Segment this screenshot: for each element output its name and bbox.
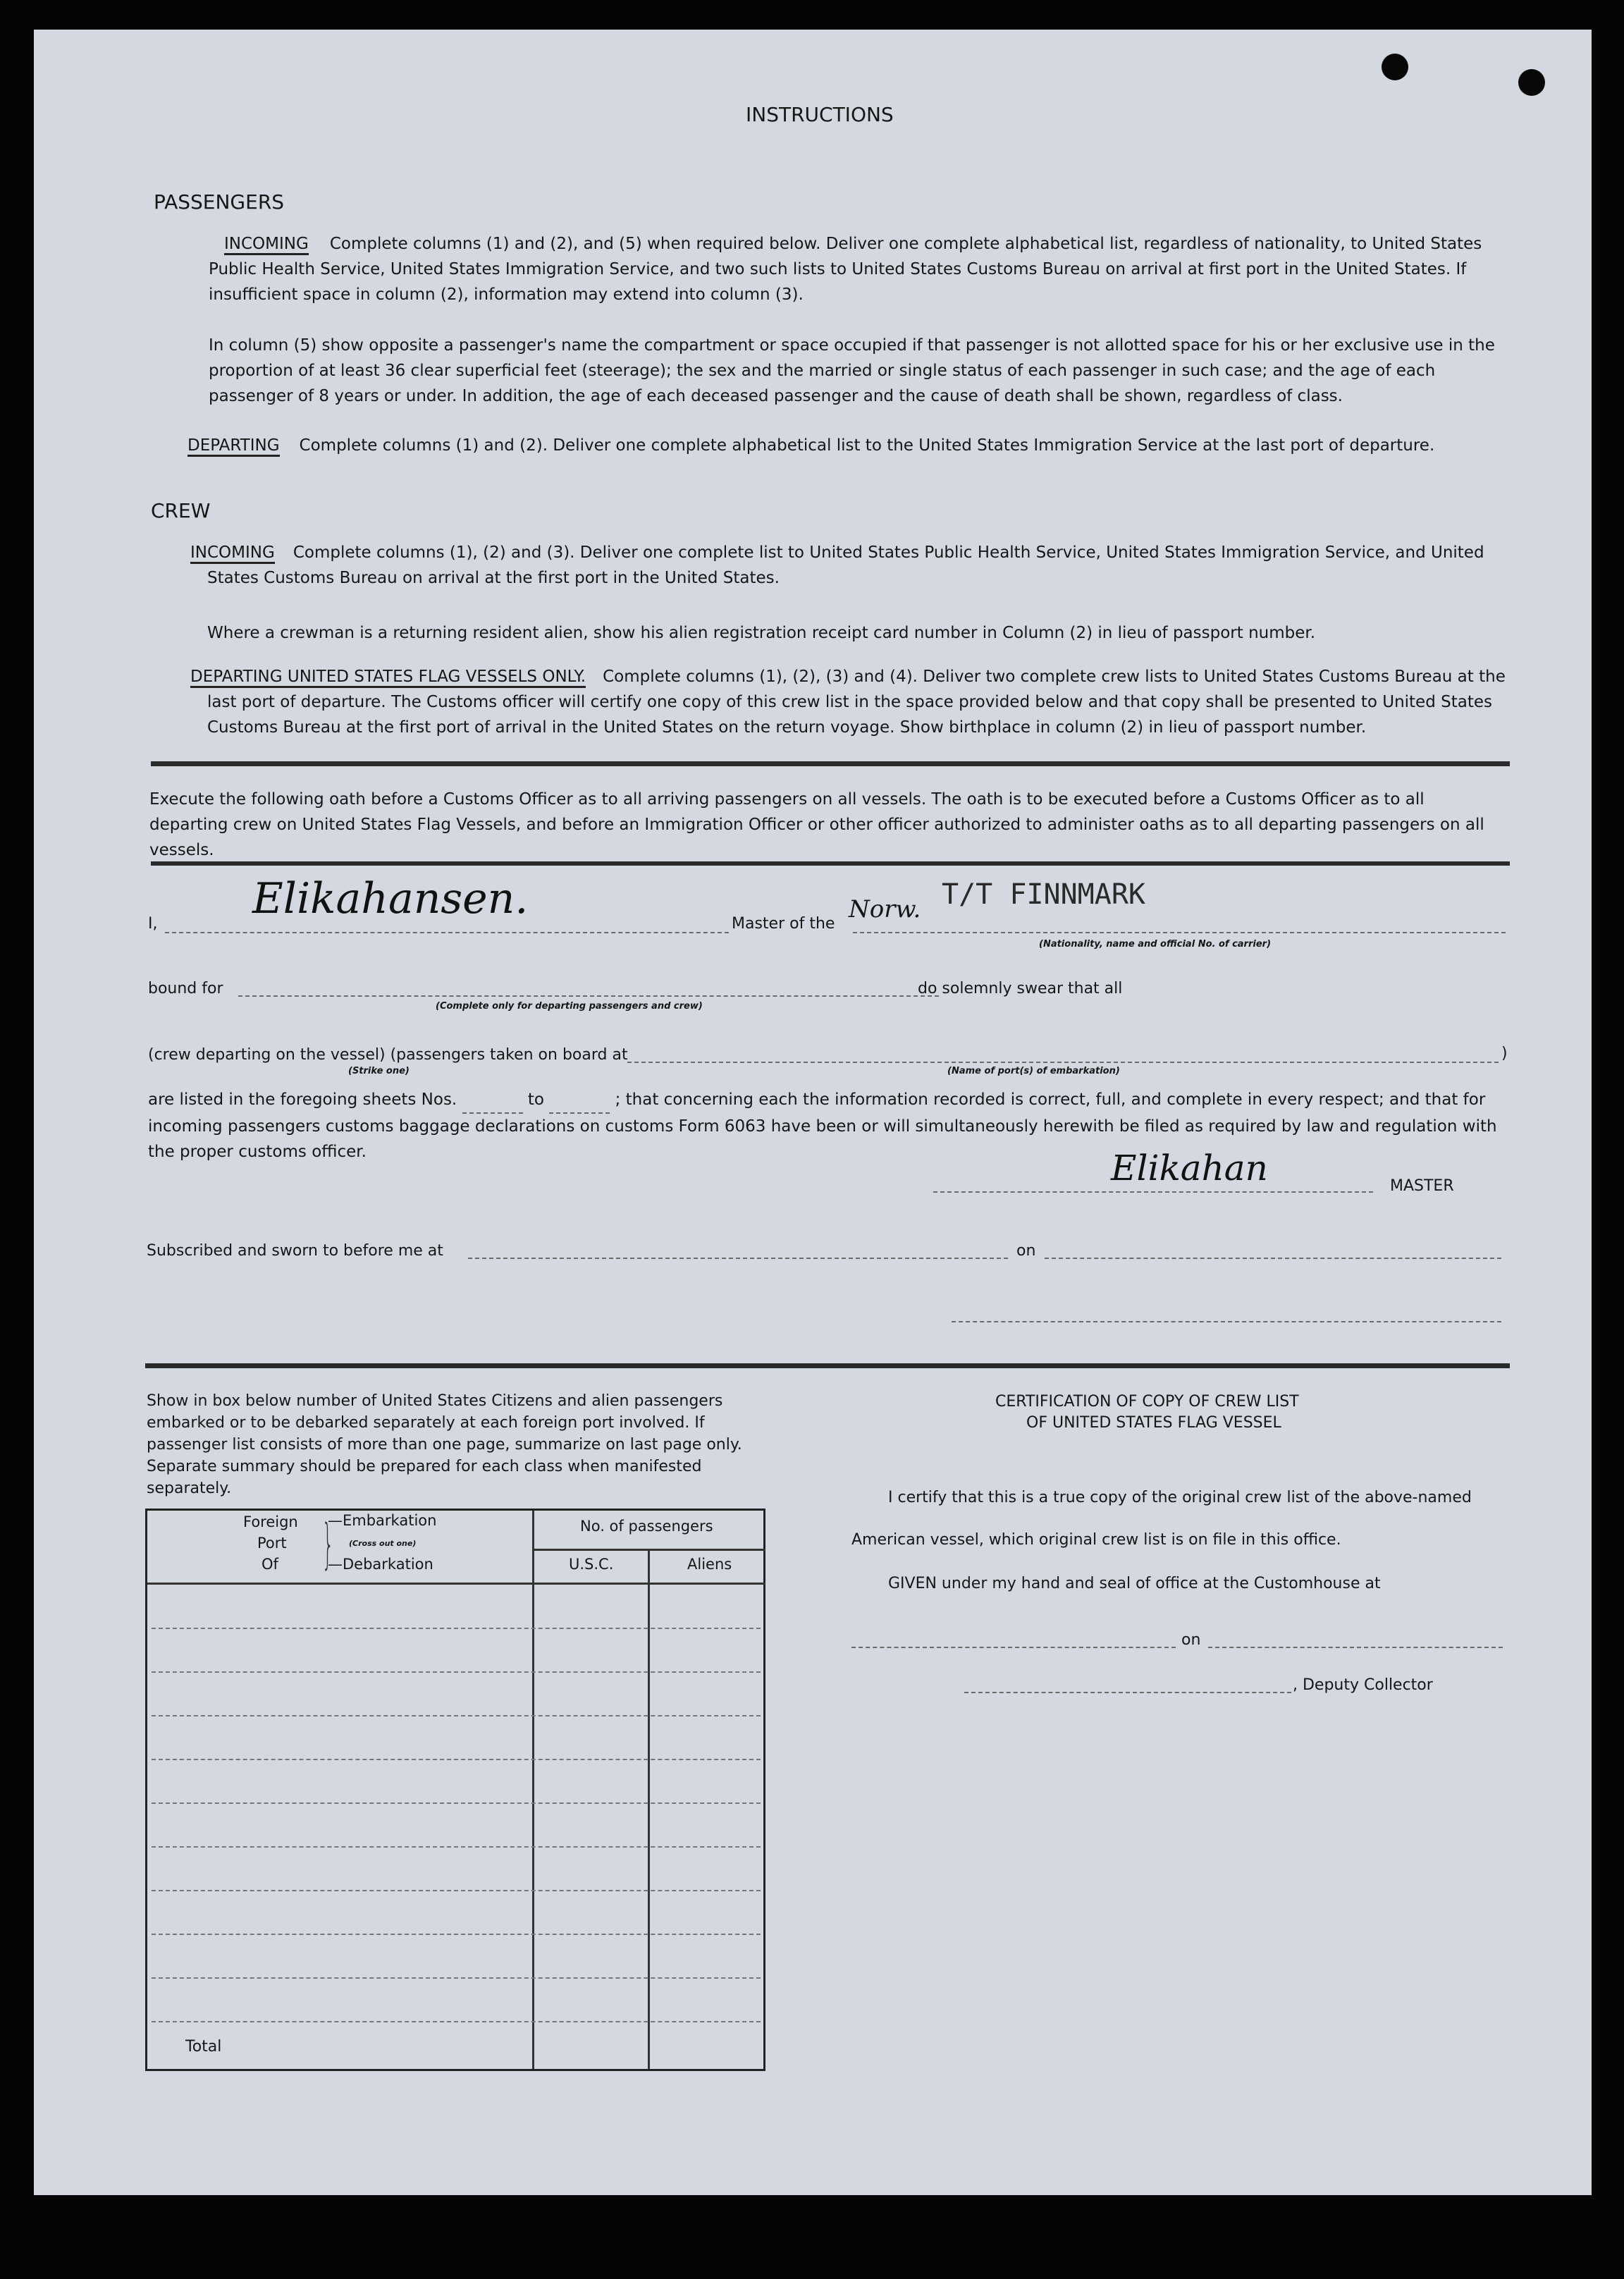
swear-text: do solemnly swear that all	[918, 980, 1123, 997]
vessel-line[interactable]	[853, 932, 1506, 933]
ports-line[interactable]	[627, 1062, 1499, 1063]
passengers-departing-text: Complete columns (1) and (2). Deliver one complete alphabetical list to the United States Immigration Service at the last port of departure.	[299, 436, 1435, 455]
table-row[interactable]	[152, 1846, 761, 1848]
punch-hole	[1518, 69, 1545, 96]
bottom-divider	[145, 1363, 1510, 1368]
passengers-departing-label: DEPARTING	[187, 436, 280, 457]
table-row[interactable]	[152, 1715, 761, 1716]
debarkation-option[interactable]: —Debarkation	[328, 1556, 433, 1573]
col-foreign: Foreign	[243, 1513, 298, 1530]
crew-incoming-text: Complete columns (1), (2) and (3). Deliver one complete list to United States Public Health Service, United States Immigration Service, and United States Customs Bureau on arrival at the first port in the United States.	[207, 543, 1484, 587]
document-page	[34, 30, 1592, 2195]
certification-title-line1: CERTIFICATION OF COPY OF CREW LIST	[995, 1393, 1299, 1411]
table-row[interactable]	[152, 1759, 761, 1760]
bound-for-label: bound for	[148, 980, 223, 997]
master-of-label: Master of the	[732, 915, 835, 933]
master-name-signature: Elikahansen.	[252, 874, 529, 923]
sheets-prefix: are listed in the foregoing sheets Nos.	[148, 1091, 457, 1109]
table-row[interactable]	[152, 1977, 761, 1979]
table-header-divider	[532, 1549, 765, 1551]
table-row[interactable]	[152, 1802, 761, 1804]
vessel-caption: (Nationality, name and official No. of carrier)	[1039, 939, 1272, 950]
crew-departing-text: Complete columns (1), (2), (3) and (4). Deliver two complete crew lists to United States Customs Bureau at the last port of departure. The Customs officer will certify one copy of this crew list in the space provided below and that copy shall be presented to United States Customs Bureau at the first port of arrival in the United States on the return voyage. Show birthplace in column (2) in lieu of passport number.	[207, 668, 1506, 737]
strike-one-caption: (Strike one)	[348, 1066, 410, 1076]
passengers-incoming-paragraph	[209, 231, 1506, 307]
col-usc: U.S.C.	[569, 1556, 614, 1573]
certification-on-label: on	[1181, 1631, 1201, 1649]
bound-for-caption: (Complete only for departing passengers and crew)	[436, 1001, 703, 1012]
passengers-incoming-text: Complete columns (1) and (2), and (5) when required below. Deliver one complete alphabetical list, regardless of nationality, to United States Public Health Service, United States Immigration Service, and two such lists to United States Customs Bureau on arrival at first port in the United States. If insufficient space in column (2), information may extend into column (3).	[209, 235, 1482, 304]
embarkation-option[interactable]: —Embarkation	[328, 1512, 437, 1529]
crew-resident-paragraph: Where a crewman is a returning resident alien, show his alien registration receipt card number in Column (2) in lieu of passport number.	[207, 624, 1316, 642]
sheets-paragraph	[148, 1087, 1506, 1165]
sheets-from-field[interactable]	[462, 1087, 523, 1114]
crew-title: CREW	[151, 499, 211, 522]
oath-divider	[151, 861, 1510, 866]
nationality-handwritten: Norw.	[849, 895, 921, 923]
certification-date-line[interactable]	[1208, 1647, 1503, 1648]
sworn-on-label: on	[1016, 1242, 1036, 1260]
cross-out-caption: (Cross out one)	[349, 1539, 417, 1548]
table-row[interactable]	[152, 1890, 761, 1891]
punch-hole	[1382, 54, 1408, 80]
section-divider	[151, 761, 1510, 766]
crew-incoming-label: INCOMING	[190, 543, 275, 564]
passengers-title: PASSENGERS	[154, 190, 285, 214]
master-label: MASTER	[1390, 1177, 1454, 1195]
total-label: Total	[185, 2038, 222, 2056]
crew-departing-paragraph	[190, 664, 1506, 740]
master-signature: Elikahan	[1111, 1148, 1268, 1188]
crew-departing-label: DEPARTING UNITED STATES FLAG VESSELS ONLY.	[190, 668, 586, 688]
passengers-column5-paragraph: In column (5) show opposite a passenger's name the compartment or space occupied if that passenger is not allotted space for his or her exclusive use in the proportion of at least 36 clear superficial feet (steerage); the sex and the married or single status of each passenger in such case; and the age of each passenger of 8 years or under. In addition, the age of each deceased passenger and the cause of death shall be shown, regardless of class.	[209, 336, 1495, 405]
ports-caption: (Name of port(s) of embarkation)	[947, 1066, 1120, 1076]
table-header-bottom	[147, 1583, 765, 1585]
table-column-divider	[648, 1549, 650, 2069]
master-name-line[interactable]	[165, 932, 729, 933]
crew-departing-text: (crew departing on the vessel) (passengers taken on board at	[148, 1046, 628, 1064]
crew-incoming-paragraph	[190, 540, 1506, 591]
sheets-to-label: to	[527, 1091, 544, 1109]
passengers-incoming-label: INCOMING	[224, 235, 309, 255]
table-row[interactable]	[152, 1628, 761, 1629]
sworn-date-line[interactable]	[1045, 1258, 1501, 1259]
col-aliens: Aliens	[687, 1556, 732, 1573]
certification-title-line2: OF UNITED STATES FLAG VESSEL	[1026, 1414, 1281, 1432]
passengers-departing-paragraph	[187, 433, 1506, 458]
i-label: I,	[148, 915, 158, 933]
oath-intro-paragraph: Execute the following oath before a Customs Officer as to all arriving passengers on all vessels. The oath is to be executed before a Customs Officer as to all departing crew on United States Flag Vessels, and before an Immigration Officer or other officer authorized to administer oaths as to all departing passengers on all vessels.	[149, 790, 1484, 859]
col-of: Of	[262, 1556, 278, 1573]
table-row[interactable]	[152, 2021, 761, 2022]
customhouse-line[interactable]	[851, 1647, 1176, 1648]
close-paren: )	[1501, 1045, 1508, 1062]
bound-for-line[interactable]	[238, 995, 939, 997]
deputy-collector-label: , Deputy Collector	[1293, 1676, 1433, 1694]
certify-line1: I certify that this is a true copy of the original crew list of the above-named	[888, 1489, 1472, 1506]
summary-instructions: Show in box below number of United States Citizens and alien passengers embarked or to be debarked separately at each foreign port involved. If passenger list consists of more than one page, summarize on last page only. Separate summary should be prepared for each class when manifested separately.	[147, 1392, 742, 1497]
given-text: GIVEN under my hand and seal of office at the Customhouse at	[888, 1575, 1381, 1592]
deputy-collector-line[interactable]	[964, 1692, 1291, 1693]
officer-signature-line[interactable]	[952, 1321, 1501, 1322]
col-no-passengers: No. of passengers	[580, 1518, 713, 1535]
table-row[interactable]	[152, 1671, 761, 1673]
sheets-text: ; that concerning each the information recorded is correct, full, and complete in every respect; and that for incoming passengers customs baggage declarations on customs Form 6063 have been or will simultaneously herewith be filed as required by law and regulation with the proper customs officer.	[148, 1091, 1497, 1161]
sworn-place-line[interactable]	[468, 1258, 1008, 1259]
col-port: Port	[257, 1535, 287, 1552]
table-column-divider	[532, 1511, 534, 2069]
vessel-name-stamp: T/T FINNMARK	[942, 878, 1145, 911]
subscribed-label: Subscribed and sworn to before me at	[147, 1242, 443, 1260]
master-signature-line[interactable]	[933, 1191, 1373, 1193]
certify-line2: American vessel, which original crew list is on file in this office.	[851, 1531, 1341, 1549]
instructions-heading: INSTRUCTIONS	[746, 103, 894, 126]
sheets-to-field[interactable]	[549, 1087, 610, 1114]
table-row[interactable]	[152, 1934, 761, 1935]
brace-icon: }	[321, 1512, 334, 1575]
passenger-summary-table	[145, 1509, 765, 2071]
